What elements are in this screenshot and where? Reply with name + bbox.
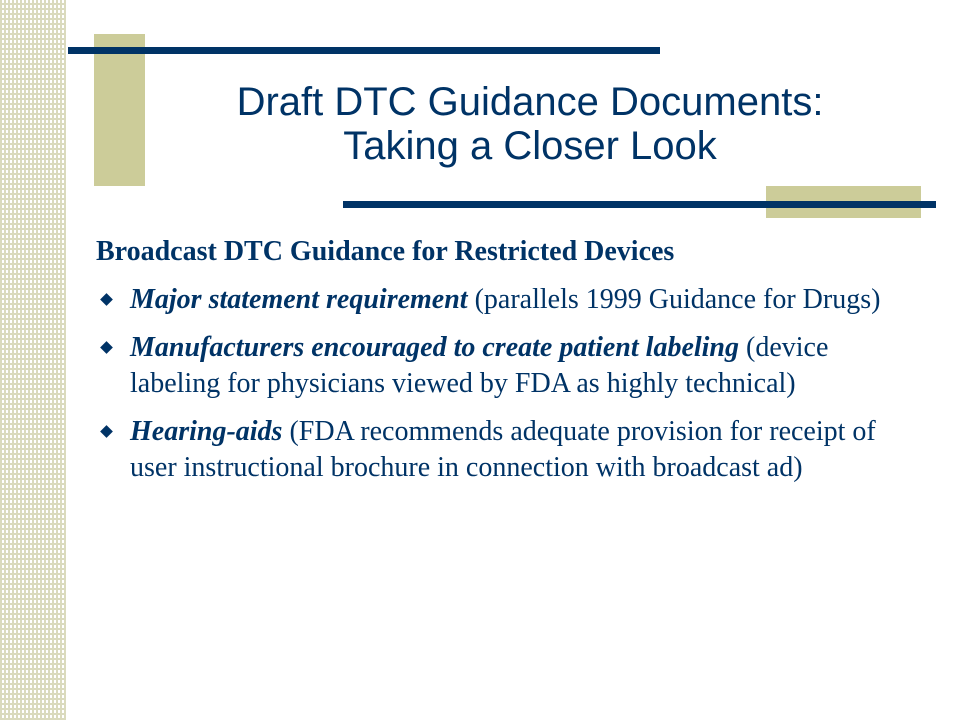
diamond-icon [100, 341, 113, 354]
title-rule-bottom [343, 201, 936, 208]
bullet-item [96, 330, 896, 402]
title-line-1: Draft DTC Guidance Documents: [236, 80, 824, 124]
decorative-stripes [0, 0, 66, 720]
slide-content [96, 236, 896, 498]
bullet-emphasis: Manufacturers encouraged to create patient labeling [130, 332, 739, 363]
accent-block-top [94, 34, 145, 186]
bullet-text: (parallels 1999 Guidance for Drugs) [467, 284, 881, 315]
diamond-icon [100, 425, 113, 438]
bullet-emphasis: Hearing-aids [130, 416, 283, 447]
title-rule-top [68, 47, 660, 54]
slide-title [150, 80, 910, 168]
section-heading: Broadcast DTC Guidance for Restricted Devices [96, 236, 675, 267]
bullet-item [96, 282, 896, 318]
bullet-list [96, 282, 896, 486]
diamond-icon [100, 293, 113, 306]
bullet-emphasis: Major statement requirement [130, 284, 468, 315]
bullet-text: (FDA recommends adequate provision for receipt of user instructional brochure in connection with broadcast ad) [130, 416, 876, 483]
bullet-item [96, 414, 896, 486]
bullet-text: (device labeling for physicians viewed by FDA as highly technical) [130, 332, 829, 399]
title-line-2: Taking a Closer Look [343, 124, 717, 168]
